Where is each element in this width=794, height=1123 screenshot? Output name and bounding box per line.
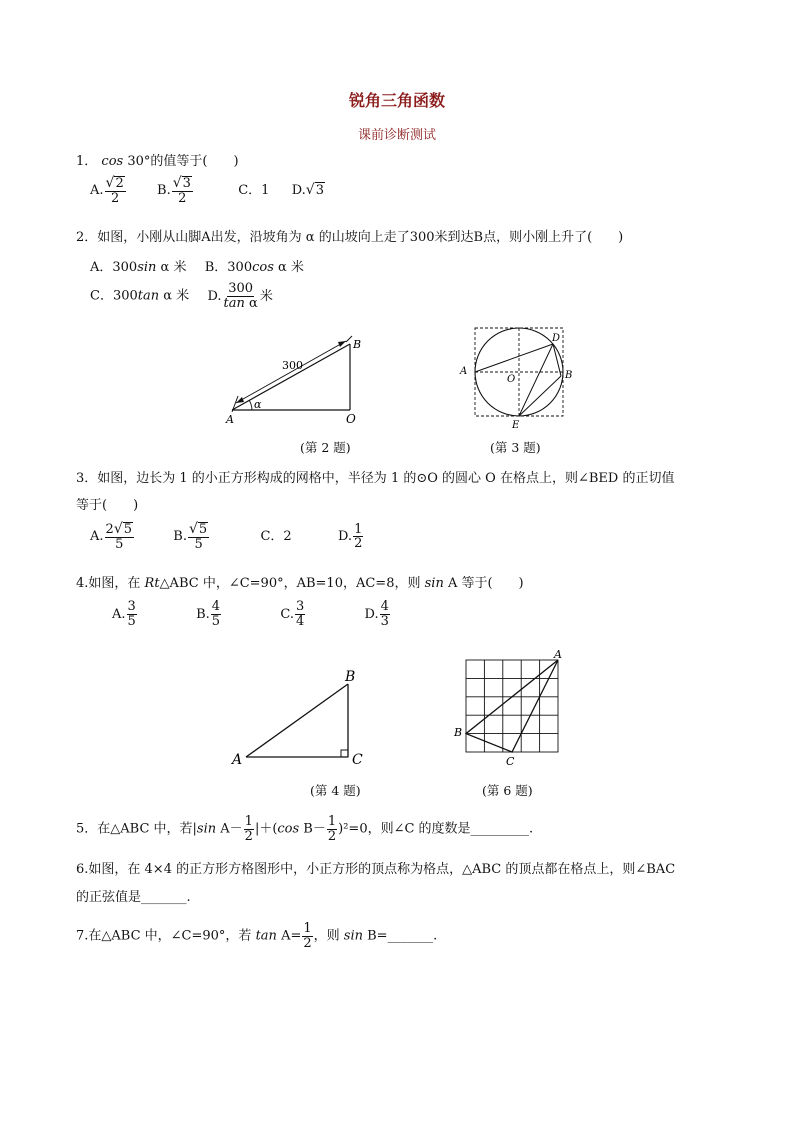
fig4-label-c: C (352, 752, 363, 768)
q4-option-a: A. $\frac{3}{5}$ (112, 599, 136, 629)
q4-option-d: D. $\frac{4}{3}$ (364, 599, 389, 629)
fig6-label-c: C (506, 755, 515, 768)
fig4-side-ab (246, 684, 348, 757)
page-title: 锐角三角函数 (348, 91, 445, 110)
q4-stem: 4.如图，在 Rt△ABC 中，∠C=90°，AB=10，AC=8，则 sin A 等于( ) (76, 576, 524, 591)
q1-option-c: C．1 (238, 183, 270, 199)
q1-options (90, 176, 325, 205)
fig2-label-a: A (226, 413, 234, 426)
fig2-caption: (第 2 题) (300, 440, 351, 455)
q3-option-b: B. √ 5 5 (173, 521, 208, 552)
fig3-caption: (第 3 题) (490, 440, 541, 455)
fig2-label-o: O (346, 412, 356, 426)
fig2-arrow-right (338, 341, 346, 347)
q3-option-d: D. $\frac{1}{2}$ (337, 521, 363, 552)
q1-option-a: A. √ 2 2 (90, 175, 124, 206)
q4-option-b: B. $\frac{4}{5}$ (196, 599, 221, 629)
fig4-right-angle-mark (341, 750, 348, 757)
fig3-label-e: E (512, 420, 520, 431)
fig3-label-d: D (552, 333, 561, 344)
fig2-dimension-line (236, 341, 346, 403)
q4-options (112, 600, 391, 628)
q3-stem-line2: 等于( ) (76, 498, 139, 513)
fig6-triangle (466, 660, 558, 752)
q2-option-a: A．300sin α 米 (90, 260, 187, 275)
figure-4-right-triangle (228, 664, 368, 774)
fig3-label-o: O (507, 374, 516, 385)
fig3-label-b: B (565, 370, 573, 381)
q3-option-c: C．2 (260, 529, 292, 545)
q4-option-c: C. $\frac{3}{4}$ (280, 599, 305, 629)
q2-option-b: B．300cos α 米 (204, 260, 304, 275)
q3-option-a: A. 2 √ 5 5 (90, 521, 133, 552)
q3-stem-line1: 3．如图，边长为 1 的小正方形构成的网格中，半径为 1 的⊙O 的圆心 O 在格点上，则∠BED 的正切值 (76, 471, 675, 486)
figure-2-slope (222, 330, 372, 430)
q2-options-cd (90, 282, 273, 310)
figure-6-grid-triangle (452, 648, 572, 772)
fig6-label-b: B (454, 726, 463, 739)
q1-option-d: D. √ 3 (291, 182, 324, 199)
fig2-label-alpha: α (254, 398, 262, 411)
fig2-label-length: 300 (282, 359, 303, 372)
q2-stem: 2．如图，小刚从山脚A出发，沿坡角为 α 的山坡向上走了300米到达B点，则小刚上升了( ) (76, 230, 624, 245)
fig2-slope-line (232, 344, 350, 410)
q2-options-ab (90, 256, 304, 275)
q1-option-b: B. √ 3 2 (157, 175, 191, 206)
q7-stem: 7.在△ABC 中，∠C=90°，若 tan A= $\frac{1}{2}$ ，则 sin B=_______. (76, 921, 438, 951)
fig3-circle (475, 328, 563, 416)
fig4-label-a: A (232, 752, 243, 768)
figure-3-circle-grid (455, 322, 580, 432)
fig2-label-b: B (353, 338, 362, 351)
fig4-label-b: B (345, 669, 356, 685)
fig2-tick-b (346, 336, 352, 342)
q2-option-c: C．300tan α 米 (90, 288, 190, 304)
fig6-grid (466, 660, 558, 752)
q5-stem: 5．在△ABC 中，若|sin A－ $\frac{1}{2}$ |＋(cos B－ $\frac{1}{2}$ )²=0，则∠C 的度数是_________. (76, 814, 534, 844)
q6-stem-line1: 6.如图，在 4×4 的正方形方格图形中，小正方形的顶点称为格点，△ABC 的顶点都在格点上，则∠BAC (76, 862, 676, 877)
fig2-angle-arc (249, 400, 252, 410)
q6-stem-line2: 的正弦值是_______. (76, 890, 191, 905)
fig3-chord-eb (519, 376, 561, 416)
fig6-label-a: A (554, 648, 562, 661)
fig3-label-a: A (460, 366, 468, 377)
fig6-caption: (第 6 题) (482, 783, 533, 798)
page-subtitle: 课前诊断测试 (357, 128, 436, 143)
fig4-caption: (第 4 题) (310, 783, 361, 798)
q1-stem: 1． cos 30°的值等于( ) (76, 154, 239, 169)
q2-option-d: D. $\frac{300}{\text{tan α}}$ 米 (207, 281, 273, 311)
q3-options (90, 522, 364, 551)
